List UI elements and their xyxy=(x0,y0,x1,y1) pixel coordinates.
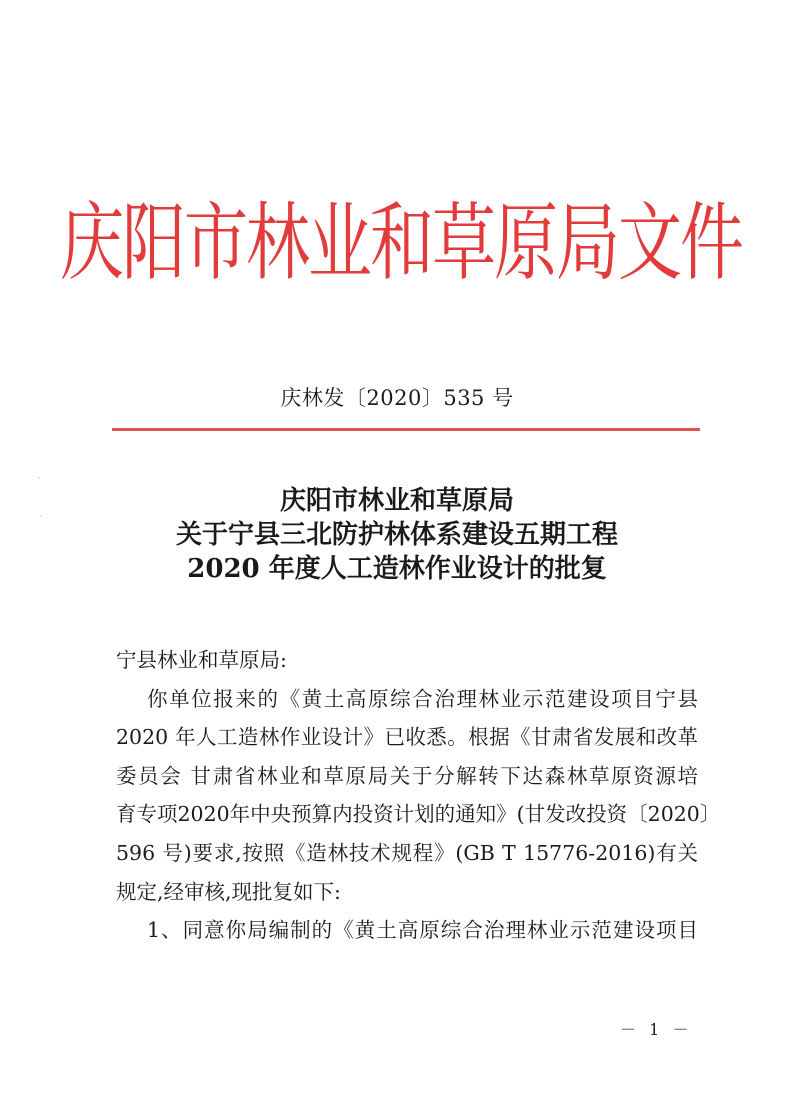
paragraph-line: 596 号)要求,按照《造林技术规程》(GB T 15776-2016)有关 xyxy=(116,840,698,865)
paragraph-2 xyxy=(116,911,698,950)
scan-speck: · xyxy=(38,474,41,483)
paragraph-line: 2020 年人工造林作业设计》已收悉。根据《甘肃省发展和改革 xyxy=(116,725,698,750)
paragraph-line: 你单位报来的《黄土高原综合治理林业示范建设项目宁县 xyxy=(147,686,698,711)
paragraph-line: 规定,经审核,现批复如下: xyxy=(116,879,341,904)
paragraph-1 xyxy=(116,680,721,912)
document-number: 庆林发〔2020〕535 号 xyxy=(280,386,514,410)
paragraph-line: 委员会 甘肃省林业和草原局关于分解转下达森林草原资源培 xyxy=(116,763,698,788)
paragraph-line: 育专项2020年中央预算内投资计划的通知》(甘发改投资〔2020〕 xyxy=(116,802,721,827)
document-title xyxy=(0,484,794,586)
page-number: － 1 － xyxy=(620,1020,693,1039)
scan-speck: · xyxy=(40,512,43,521)
salutation: 宁县林业和草原局: xyxy=(116,648,287,672)
red-divider-line xyxy=(112,428,700,431)
document-masthead: 庆阳市林业和草原局文件 xyxy=(60,195,742,294)
title-line: 2020 年度人工造林作业设计的批复 xyxy=(187,554,607,584)
title-line: 关于宁县三北防护林体系建设五期工程 xyxy=(175,520,618,550)
document-body xyxy=(116,641,721,950)
title-line: 庆阳市林业和草原局 xyxy=(279,486,514,516)
paragraph-line: 1、同意你局编制的《黄土高原综合治理林业示范建设项目 xyxy=(147,918,698,943)
